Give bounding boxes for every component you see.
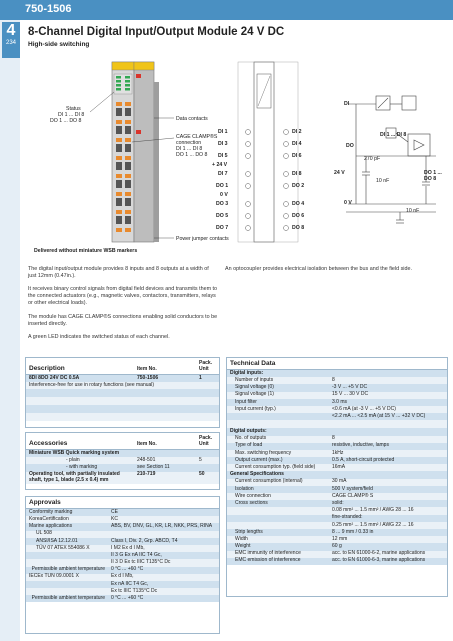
- tech-key: Current consumption (internal): [227, 479, 329, 486]
- approvals-table: [25, 496, 220, 634]
- tech-value: 0.5 A, short-circuit protected: [329, 457, 447, 464]
- top-bar: [0, 0, 453, 20]
- accessories-cell: 210-719: [134, 472, 196, 485]
- table-row: [26, 450, 219, 458]
- connection-di-label: DI 1 ... DI 8: [176, 146, 203, 152]
- terminal-right-9: DO 6: [292, 213, 305, 219]
- approvals-key: ANSI/ISA 12.12.01: [26, 538, 108, 545]
- status-do-label: DO 1 ... DO 8: [50, 118, 82, 124]
- table-row: [26, 389, 219, 397]
- approvals-value: ABS, BV, DNV, GL, KR, LR, NKK, PRS, RINA: [108, 523, 219, 530]
- outputs-heading: Digital outputs:: [227, 428, 447, 435]
- technical-heading: Technical Data: [227, 358, 447, 370]
- tech-value: acc. to EN 61000-6-3, marine applications: [329, 558, 447, 565]
- approvals-value: Ex tc IIIC T135°C Dc: [108, 588, 219, 595]
- table-row: [227, 450, 447, 457]
- power-jumper-label: Power jumper contacts: [176, 236, 229, 242]
- circuit-schematic: [336, 82, 446, 252]
- circuit-do: DO: [346, 143, 354, 149]
- approvals-value: II 3 D Ex tc IIIC T135°C Dc: [108, 559, 219, 566]
- accessories-cell: - with marking: [26, 464, 134, 471]
- approvals-key: Conformity marking: [26, 509, 108, 517]
- approvals-key: KoreaCertification: [26, 516, 108, 523]
- table-row: [26, 405, 219, 413]
- approvals-header: [26, 497, 219, 509]
- circuit-cap-10b: 10 nF: [406, 208, 420, 214]
- tech-key: Number of inputs: [227, 377, 329, 384]
- terminal-left-6: DO 1: [216, 183, 229, 189]
- approvals-key: TÜV 07 ATEX 554086 X: [26, 545, 108, 552]
- terminal-right-10: DO 8: [292, 225, 305, 231]
- tech-value: 3.0 ms: [329, 399, 447, 406]
- table-row: [26, 538, 219, 545]
- table-row: [227, 413, 447, 420]
- approvals-key: [26, 552, 108, 559]
- connection-label: connection: [176, 140, 202, 146]
- tech-value: <0.6 mA (at -3 V ... +5 V DC): [329, 406, 447, 413]
- table-row: [26, 413, 219, 421]
- approvals-key: Permissible ambient temperature: [26, 595, 108, 602]
- accessories-header: [26, 433, 219, 450]
- tech-key: [227, 522, 329, 529]
- terminal-left-5: DI 7: [218, 171, 228, 177]
- circuit-di: DI: [344, 101, 350, 107]
- table-row: [227, 420, 447, 428]
- table-row: [26, 531, 219, 538]
- terminal-right-1: DI 2: [292, 129, 302, 135]
- tech-key: Input current (typ.): [227, 406, 329, 413]
- order-col-item: Item No.: [134, 358, 196, 375]
- approvals-value: I M2 Ex d I Mb,: [108, 545, 219, 552]
- status-label: Status: [66, 106, 81, 112]
- tech-key: Width: [227, 536, 329, 543]
- accessories-cell: - plain: [26, 457, 134, 464]
- tech-key: Max. switching frequency: [227, 450, 329, 457]
- table-row: [227, 558, 447, 565]
- tech-value: 16mA: [329, 464, 447, 471]
- terminal-left-7: 0 V: [220, 192, 228, 198]
- accessories-col-description: Accessories: [26, 433, 134, 450]
- tech-value: 500 V system/field: [329, 486, 447, 493]
- table-row: [227, 479, 447, 486]
- tech-value: <2.2 mA ... <2.5 mA (at 15 V ... +32 V DC): [329, 413, 447, 420]
- accessories-cell: 5: [196, 457, 219, 464]
- approvals-value: 0 °C ... +60 °C: [108, 595, 219, 602]
- sidebar: [0, 20, 20, 641]
- tech-value: 8 ... 9 mm / 0.33 in: [329, 529, 447, 536]
- terminal-left-9: DO 5: [216, 213, 229, 219]
- terminal-right-6: DO 2: [292, 183, 305, 189]
- terminal-left-3: DI 5: [218, 153, 228, 159]
- tech-key: Type of load: [227, 443, 329, 450]
- tech-key: Isolation: [227, 486, 329, 493]
- order-cell: 8DI 8DO 24V DC 0.5A: [26, 375, 134, 383]
- description-p2: It receives binary control signals from digital field devices and transmits them to the connected actuators (e.g., magnetic valves, contactors, transmitters, relays or other electrical loads).: [28, 286, 218, 306]
- approvals-value: II 3 G Ex nA IIC T4 Gc,: [108, 552, 219, 559]
- table-row: [227, 443, 447, 450]
- table-row: [227, 486, 447, 493]
- tech-key: Signal voltage (1): [227, 392, 329, 399]
- accessories-cell: 50: [196, 472, 219, 485]
- accessories-cell: Operating tool, with partially insulated shaft, type 1, blade (2.5 x 0.4) mm: [26, 472, 134, 485]
- tech-value: 8: [329, 436, 447, 443]
- tech-value: 60 g: [329, 543, 447, 550]
- terminal-left-10: DO 7: [216, 225, 229, 231]
- table-row: [227, 392, 447, 399]
- connection-do-label: DO 1 ... DO 8: [176, 152, 208, 158]
- accessories-col-item: Item No.: [134, 433, 196, 450]
- tech-value: 30 mA: [329, 479, 447, 486]
- description-p4: A green LED indicates the switched status of each channel.: [28, 334, 170, 340]
- circuit-0v: 0 V: [344, 200, 352, 206]
- tech-key: Weight: [227, 543, 329, 550]
- tech-key: Output current (max.): [227, 457, 329, 464]
- tech-key: Cross sections: [227, 500, 329, 507]
- approvals-value: Ex nA IIC T4 Gc,: [108, 581, 219, 588]
- part-number: 750-1506: [25, 3, 72, 15]
- tech-key: [227, 507, 329, 514]
- terminal-right-2: DI 4: [292, 141, 302, 147]
- approvals-key: [26, 581, 108, 588]
- approvals-heading: Approvals: [26, 497, 219, 509]
- tech-key: EMC immunity of interference: [227, 551, 329, 558]
- delivered-note: Delivered without miniature WSB markers: [34, 248, 138, 254]
- status-di-label: DI 1 ... DI 8: [58, 112, 85, 118]
- order-cell: 1: [196, 375, 219, 383]
- chapter-number: 4: [6, 22, 16, 39]
- accessories-col-pack: Pack. Unit: [196, 433, 219, 450]
- approvals-value: 0 °C ... +60 °C: [108, 567, 219, 574]
- tech-value: 1kHz: [329, 450, 447, 457]
- order-cell: 750-1506: [134, 375, 196, 383]
- table-row: [227, 515, 447, 522]
- order-col-description: Description: [26, 358, 134, 375]
- table-row: [26, 472, 219, 485]
- circuit-do-n: DO 1 ... DO 8: [424, 170, 442, 182]
- tech-value: acc. to EN 61000-6-2, marine applications: [329, 551, 447, 558]
- general-heading: General Specifications: [227, 471, 447, 478]
- accessories-cell: Miniature WSB Quick marking system: [26, 450, 219, 458]
- tech-value: fine-stranded:: [329, 515, 447, 522]
- tech-value: 15 V ... 30 V DC: [329, 392, 447, 399]
- circuit-cap-10: 10 nF: [376, 178, 390, 184]
- figure-area: [28, 52, 448, 257]
- circuit-cap-270: 270 pF: [364, 156, 381, 162]
- tech-value: resistive, inductive, lamps: [329, 443, 447, 450]
- table-row: [26, 595, 219, 602]
- terminal-left-8: DO 3: [216, 201, 229, 207]
- tech-value: solid:: [329, 500, 447, 507]
- terminal-right-5: DI 8: [292, 171, 302, 177]
- tech-value: 12 mm: [329, 536, 447, 543]
- inputs-heading: Digital inputs:: [227, 370, 447, 378]
- tech-value: CAGE CLAMP® S: [329, 493, 447, 500]
- tech-value: 8: [329, 377, 447, 384]
- accessories-cell: 248-501: [134, 457, 196, 464]
- circuit-24v: 24 V: [334, 170, 345, 176]
- approvals-key: UL 508: [26, 531, 108, 538]
- terminal-right-3: DI 6: [292, 153, 302, 159]
- description-p1: The digital input/output module provides 8 inputs and 8 outputs at a width of just 12mm (0.47in.).: [28, 266, 209, 279]
- approvals-value: [108, 531, 219, 538]
- page-number: 234: [5, 40, 16, 46]
- tech-key: Signal voltage (0): [227, 384, 329, 391]
- approvals-value: Class I, Div. 2, Grp. ABCD, T4: [108, 538, 219, 545]
- order-cell: Interference-free for use in rotary functions (see manual): [26, 382, 219, 389]
- table-row: [227, 522, 447, 529]
- order-col-pack: Pack. Unit: [196, 358, 219, 375]
- tech-value: 0.08 mm² ... 1.5 mm² / AWG 28 ... 16: [329, 507, 447, 514]
- data-contacts-label: Data contacts: [176, 116, 208, 122]
- table-row: [26, 457, 219, 464]
- approvals-value: KC: [108, 516, 219, 523]
- approvals-value: CE: [108, 509, 219, 517]
- cage-clamp-label: CAGE CLAMP®S: [176, 134, 218, 140]
- chapter-tab: [2, 22, 20, 58]
- approvals-value: Ex d I Mb,: [108, 574, 219, 581]
- description-p3: The module has CAGE CLAMP®S connections enabling solid conductors to be inserted directly.: [28, 314, 218, 327]
- terminal-diagram: [218, 52, 338, 252]
- terminal-left-2: DI 3: [218, 141, 228, 147]
- terminal-right-8: DO 4: [292, 201, 305, 207]
- order-header: [26, 358, 219, 375]
- order-table: [25, 357, 220, 428]
- accessories-table: [25, 432, 220, 490]
- table-row: [26, 523, 219, 530]
- approvals-key: Marine applications: [26, 523, 108, 530]
- table-row: [26, 382, 219, 389]
- approvals-key: Permissible ambient temperature: [26, 567, 108, 574]
- terminal-left-4: + 24 V: [212, 162, 228, 168]
- tech-key: [227, 515, 329, 522]
- technical-table: [226, 357, 448, 597]
- page-subtitle: High-side switching: [28, 41, 90, 48]
- page-title: 8-Channel Digital Input/Output Module 24 V DC: [28, 26, 285, 38]
- tech-key: Input filter: [227, 399, 329, 406]
- tech-value: 0.25 mm² ... 1.5 mm² / AWG 22 ... 16: [329, 522, 447, 529]
- description-p5: An optocoupler provides electrical isolation between the bus and the field side.: [225, 266, 412, 272]
- tech-key: Wire connection: [227, 493, 329, 500]
- technical-header: [227, 358, 447, 370]
- tech-key: EMC emission of interference: [227, 558, 329, 565]
- terminal-left-1: DI 1: [218, 129, 228, 135]
- approvals-key: IECEx TUN 09.0001 X: [26, 574, 108, 581]
- tech-key: No. of outputs: [227, 436, 329, 443]
- tech-value: -3 V ... +5 V DC: [329, 384, 447, 391]
- table-row: [227, 399, 447, 406]
- table-row: [26, 397, 219, 405]
- accessories-cell: see Section 11: [134, 464, 196, 471]
- table-row: [26, 574, 219, 581]
- table-row: [26, 581, 219, 588]
- tech-key: Current consumption typ. (field side): [227, 464, 329, 471]
- tech-key: [227, 413, 329, 420]
- tech-key: Strip lengths: [227, 529, 329, 536]
- circuit-di-n: DI 1 ... DI 8: [380, 132, 407, 138]
